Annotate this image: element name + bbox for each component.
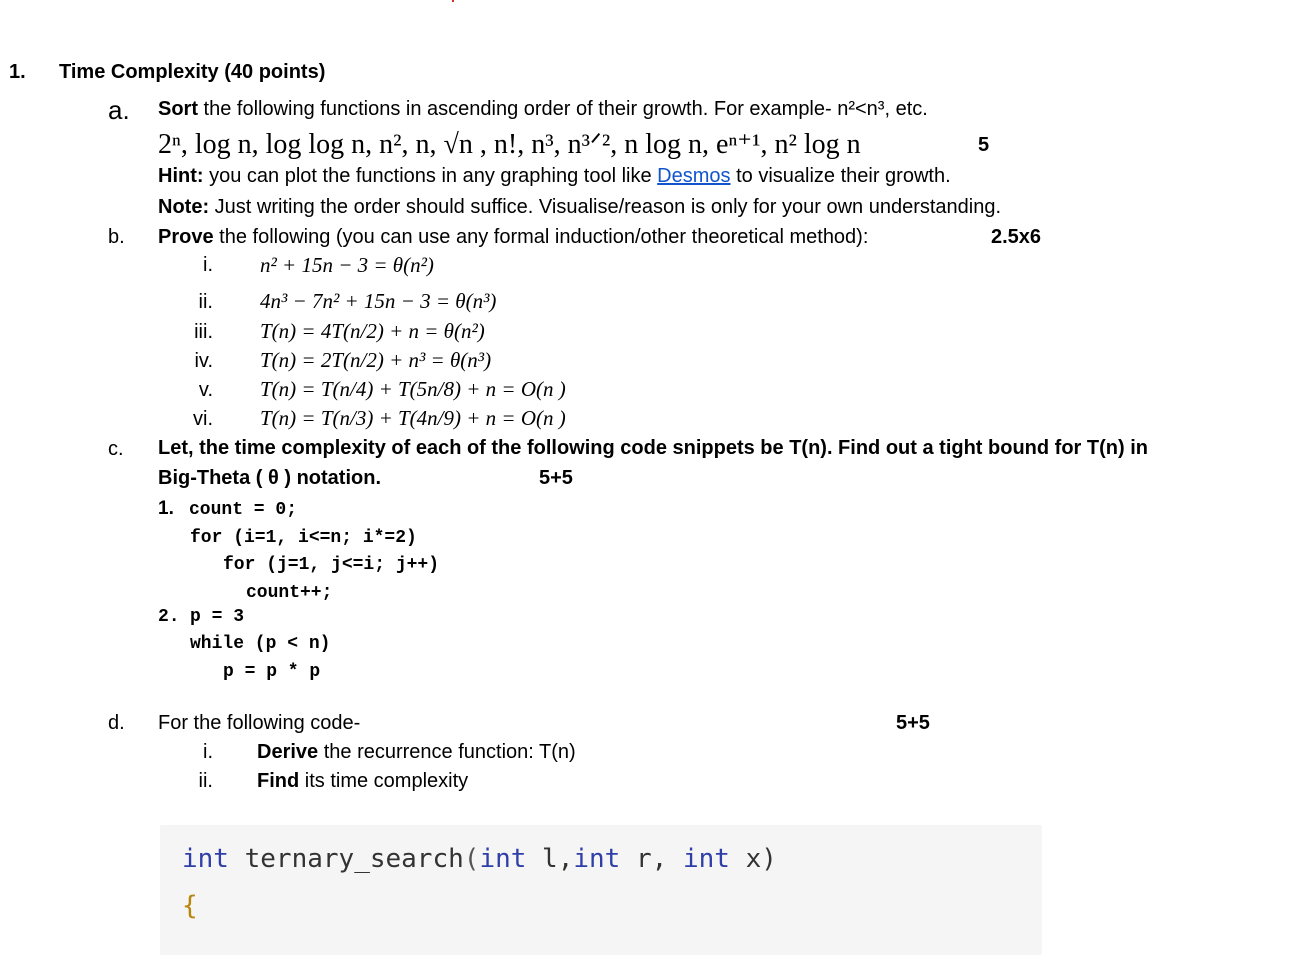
- code-keyword: int: [479, 844, 527, 874]
- code-keyword: int: [182, 844, 229, 874]
- part-d-label: d.: [108, 712, 125, 734]
- proof-item-number: iv.: [194, 350, 213, 372]
- hint-label: Hint:: [158, 165, 204, 187]
- part-b-instruction: [158, 226, 868, 249]
- part-b-points: 2.5x6: [991, 226, 1042, 248]
- part-a-points: 5: [978, 134, 990, 156]
- proof-item-expression: T(n) = 4T(n/2) + n = θ(n²): [260, 319, 485, 343]
- proof-item-number: i.: [203, 254, 213, 276]
- part-a-note: [158, 196, 1001, 219]
- code-line: p = 3: [190, 607, 245, 627]
- proof-item-expression: T(n) = T(n/4) + T(5n/8) + n = O(n ): [260, 377, 566, 401]
- part-b-instruction-text: the following (you can use any formal induction/other theoretical method):: [213, 226, 869, 248]
- note-text: Just writing the order should suffice. Visualise/reason is only for your own understanding.: [209, 196, 1002, 218]
- find-text: its time complexity: [299, 770, 469, 792]
- code-function-name: ternary_search: [244, 844, 464, 874]
- derive-verb: Derive: [257, 741, 319, 763]
- part-b-label: b.: [108, 226, 125, 248]
- part-a-functions: 2ⁿ, log n, log log n, n², n, √n , n!, n³, n³ᐟ², n log n, eⁿ⁺¹, n² log n: [158, 129, 861, 160]
- part-c-instruction-line1: Let, the time complexity of each of the following code snippets be T(n). Find out a tight bound for T(n) in: [158, 437, 1148, 459]
- code-keyword: int: [682, 844, 730, 874]
- question-number: 1.: [9, 61, 26, 83]
- code-line: p = p * p: [223, 662, 321, 682]
- part-d-item-number: i.: [203, 741, 213, 763]
- code-open-brace: {: [182, 891, 198, 921]
- part-d-points: 5+5: [896, 712, 930, 734]
- code-param: l,: [526, 844, 574, 874]
- code-param: x): [729, 844, 777, 874]
- code-line: count++;: [246, 583, 333, 603]
- proof-item-number: v.: [198, 379, 213, 401]
- proof-item-number: ii.: [198, 291, 213, 313]
- proof-item-expression: T(n) = 2T(n/2) + n³ = θ(n³): [260, 348, 492, 372]
- part-a-instruction: [158, 98, 928, 121]
- code-line: for (j=1, j<=i; j++): [223, 555, 440, 575]
- part-d-item-number: ii.: [198, 770, 213, 792]
- code-block: [160, 825, 1042, 955]
- part-c-label: c.: [108, 438, 124, 460]
- note-label: Note:: [158, 196, 210, 218]
- code-line: for (i=1, i<=n; i*=2): [190, 528, 417, 548]
- part-d-instruction: For the following code-: [158, 712, 361, 734]
- part-a-label: a.: [108, 95, 130, 125]
- find-verb: Find: [257, 770, 300, 792]
- snippet-2-number: 2.: [158, 607, 180, 627]
- proof-item-expression: n² + 15n − 3 = θ(n²): [260, 253, 434, 277]
- proof-item-expression: T(n) = T(n/3) + T(4n/9) + n = O(n ): [260, 406, 566, 430]
- hint-text-post: to visualize their growth.: [730, 165, 951, 187]
- code-line: while (p < n): [190, 634, 331, 654]
- code-signature-line: [182, 844, 777, 874]
- part-c-instruction-line2: Big-Theta ( θ ) notation.: [158, 467, 381, 489]
- proof-item-expression: 4n³ − 7n² + 15n − 3 = θ(n³): [260, 289, 497, 313]
- hint-text-pre: you can plot the functions in any graphing tool like: [203, 165, 658, 187]
- part-c-points: 5+5: [539, 467, 573, 489]
- part-a-hint: [158, 165, 951, 188]
- part-a-verb: Sort: [158, 98, 198, 120]
- question-title: Time Complexity (40 points): [59, 61, 326, 83]
- part-b-verb: Prove: [158, 226, 214, 248]
- part-d-item: [257, 770, 468, 793]
- code-line: count = 0;: [189, 500, 298, 520]
- proof-item-number: iii.: [194, 321, 213, 343]
- red-dot-mark: [452, 0, 454, 2]
- part-a-instruction-text: the following functions in ascending order of their growth. For example- n²<n³, etc.: [198, 98, 928, 120]
- snippet-1-number: 1.: [158, 498, 174, 519]
- code-keyword: int: [573, 844, 621, 874]
- code-param: r,: [620, 844, 683, 874]
- desmos-link[interactable]: Desmos: [657, 165, 731, 187]
- code-paren: (: [463, 844, 480, 874]
- part-d-item: [257, 741, 576, 764]
- derive-text: the recurrence function: T(n): [318, 741, 576, 763]
- proof-item-number: vi.: [193, 408, 213, 430]
